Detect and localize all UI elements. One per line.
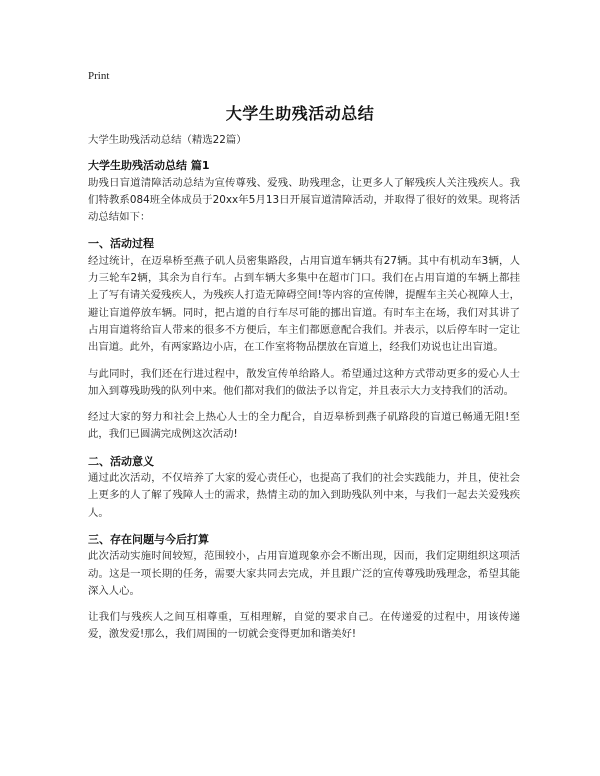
intro-paragraph: 助残日盲道清障活动总结为宣传尊残、爱残、助残理念，让更多人了解残疾人关注残疾人。我们特教系084班全体成员于20xx年5月13日开展盲道清障活动，并取得了很好的效果。现将活动总结如下： <box>88 176 520 224</box>
section-heading-process: 一、活动过程 <box>88 237 154 251</box>
document-subtitle: 大学生助残活动总结（精选22篇） <box>88 134 247 146</box>
document-body <box>88 132 520 653</box>
page-title: 大学生助残活动总结 <box>225 104 375 123</box>
paragraph: 经过统计，在迈皋桥至燕子矶人员密集路段，占用盲道车辆共有27辆。其中有机动车3辆，人力三轮车2辆，其余为自行车。占到车辆大多集中在超市门口。我们在占用盲道的车辆上都挂上了写有请关爱残疾人，为残疾人打造无障碍空间!等内容的宣传牌，提醒车主关心视障人士，避让盲道停放车辆。同时，把占道的自行车尽可能的挪出盲道。有时车主在场，我们对其讲了占用盲道将给盲人带来的很多不方便后，车主们都愿意配合我们。并表示，以后停车时一定让出盲道。此外，有两家路边小店，在工作室将物品摆放在盲道上，经我们劝说也让出盲道。 <box>88 254 520 354</box>
print-label[interactable]: Print <box>88 70 110 82</box>
paragraph: 与此同时，我们还在行进过程中，散发宣传单给路人。希望通过这种方式带动更多的爱心人士加入到尊残助残的队列中来。他们都对我们的做法予以肯定，并且表示大力支持我们的活动。 <box>88 367 520 397</box>
section-heading-significance: 二、活动意义 <box>88 454 154 468</box>
section-heading-problems: 三、存在问题与今后打算 <box>88 532 209 546</box>
paragraph: 通过此次活动，不仅培养了大家的爱心责任心，也提高了我们的社会实践能力，并且，使社会上更多的人了解了残障人士的需求，热情主动的加入到助残队列中来，与我们一起去关爱残疾人。 <box>88 472 520 519</box>
paragraph: 经过大家的努力和社会上热心人士的全力配合，自迈皋桥到燕子矶路段的盲道已畅通无阻!至此，我们已圆满完成例这次活动! <box>88 411 520 441</box>
paragraph: 此次活动实施时间较短，范围较小，占用盲道现象亦会不断出现，因而，我们定期组织这项活动。这是一项长期的任务，需要大家共同去完成，并且跟广泛的宣传尊残助残理念，希望其能深入人心。 <box>88 550 520 597</box>
paragraph: 让我们与残疾人之间互相尊重，互相理解，自觉的要求自己。在传递爱的过程中，用该传递爱，激发爱!那么，我们周围的一切就会变得更加和谐美好! <box>88 611 520 641</box>
article-heading: 大学生助残活动总结 篇1 <box>88 159 210 173</box>
